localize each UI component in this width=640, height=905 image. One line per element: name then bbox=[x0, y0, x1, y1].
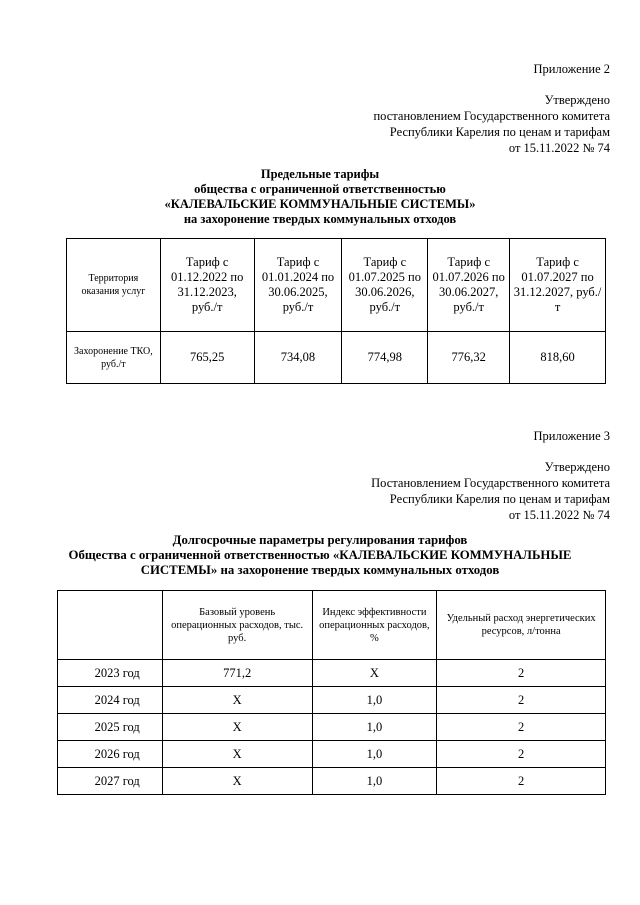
energy-cell: 2 bbox=[437, 660, 606, 687]
index-cell: 1,0 bbox=[312, 687, 437, 714]
header-cell: Тариф с 01.07.2026 по 30.06.2027, руб./т bbox=[428, 239, 510, 332]
title-line: на захоронение твердых коммунальных отходов bbox=[183, 212, 457, 226]
title-line: Общества с ограниченной ответственностью «КАЛЕВАЛЬСКИЕ КОММУНАЛЬНЫЕ bbox=[68, 548, 572, 562]
year-cell: 2026 год bbox=[58, 741, 163, 768]
year-cell: 2025 год bbox=[58, 714, 163, 741]
approval-line: постановлением Государственного комитета bbox=[373, 109, 610, 123]
header-cell: Индекс эффективности операционных расходов, % bbox=[312, 591, 437, 660]
year-cell: 2023 год bbox=[58, 660, 163, 687]
tariff-value: 765,25 bbox=[160, 332, 254, 384]
appendix-3-approval bbox=[371, 459, 610, 523]
table-row bbox=[58, 660, 606, 687]
energy-cell: 2 bbox=[437, 714, 606, 741]
appendix-2-title bbox=[0, 167, 640, 227]
base-cell: X bbox=[162, 768, 312, 795]
title-line: общества с ограниченной ответственностью bbox=[194, 182, 446, 196]
approval-line: Постановлением Государственного комитета bbox=[371, 476, 610, 490]
index-cell: 1,0 bbox=[312, 741, 437, 768]
header-cell: Территория оказания услуг bbox=[67, 239, 161, 332]
index-cell: 1,0 bbox=[312, 768, 437, 795]
tariff-value: 774,98 bbox=[342, 332, 428, 384]
index-cell: X bbox=[312, 660, 437, 687]
header-cell: Удельный расход энергетических ресурсов, л/тонна bbox=[437, 591, 606, 660]
tariff-value: 776,32 bbox=[428, 332, 510, 384]
approval-line: от 15.11.2022 № 74 bbox=[508, 508, 610, 522]
year-cell: 2024 год bbox=[58, 687, 163, 714]
header-cell: Базовый уровень операционных расходов, тыс. руб. bbox=[162, 591, 312, 660]
energy-cell: 2 bbox=[437, 687, 606, 714]
energy-cell: 2 bbox=[437, 768, 606, 795]
approval-line: Республики Карелия по ценам и тарифам bbox=[389, 125, 610, 139]
title-line: «КАЛЕВАЛЬСКИЕ КОММУНАЛЬНЫЕ СИСТЕМЫ» bbox=[164, 197, 476, 211]
energy-cell: 2 bbox=[437, 741, 606, 768]
tariff-table bbox=[66, 238, 606, 384]
table-row bbox=[58, 714, 606, 741]
title-line: Долгосрочные параметры регулирования тарифов bbox=[172, 533, 468, 547]
table-row bbox=[58, 768, 606, 795]
approval-line: Республики Карелия по ценам и тарифам bbox=[389, 492, 610, 506]
tariff-value: 818,60 bbox=[510, 332, 606, 384]
table-row bbox=[58, 741, 606, 768]
index-cell: 1,0 bbox=[312, 714, 437, 741]
appendix-2-label: Приложение 2 bbox=[533, 62, 610, 76]
appendix-3-title bbox=[0, 533, 640, 578]
base-cell: 771,2 bbox=[162, 660, 312, 687]
base-cell: X bbox=[162, 741, 312, 768]
year-cell: 2027 год bbox=[58, 768, 163, 795]
base-cell: X bbox=[162, 687, 312, 714]
header-cell: Тариф с 01.12.2022 по 31.12.2023, руб./т bbox=[160, 239, 254, 332]
tariff-value: 734,08 bbox=[254, 332, 342, 384]
regulation-parameters-table bbox=[57, 590, 606, 795]
approval-line: Утверждено bbox=[544, 93, 610, 107]
header-cell: Тариф с 01.07.2025 по 30.06.2026, руб./т bbox=[342, 239, 428, 332]
appendix-3-label: Приложение 3 bbox=[533, 429, 610, 443]
title-line: СИСТЕМЫ» на захоронение твердых коммунальных отходов bbox=[140, 563, 500, 577]
table-row bbox=[67, 332, 606, 384]
approval-line: от 15.11.2022 № 74 bbox=[508, 141, 610, 155]
table-header-row bbox=[58, 591, 606, 660]
title-line: Предельные тарифы bbox=[260, 167, 380, 181]
table-row bbox=[58, 687, 606, 714]
header-cell: Тариф с 01.01.2024 по 30.06.2025, руб./т bbox=[254, 239, 342, 332]
base-cell: X bbox=[162, 714, 312, 741]
row-label: Захоронение ТКО, руб./т bbox=[67, 332, 161, 384]
header-cell: Тариф с 01.07.2027 по 31.12.2027, руб./т bbox=[510, 239, 606, 332]
appendix-2-approval bbox=[373, 92, 610, 156]
header-cell bbox=[58, 591, 163, 660]
table-header-row bbox=[67, 239, 606, 332]
approval-line: Утверждено bbox=[544, 460, 610, 474]
